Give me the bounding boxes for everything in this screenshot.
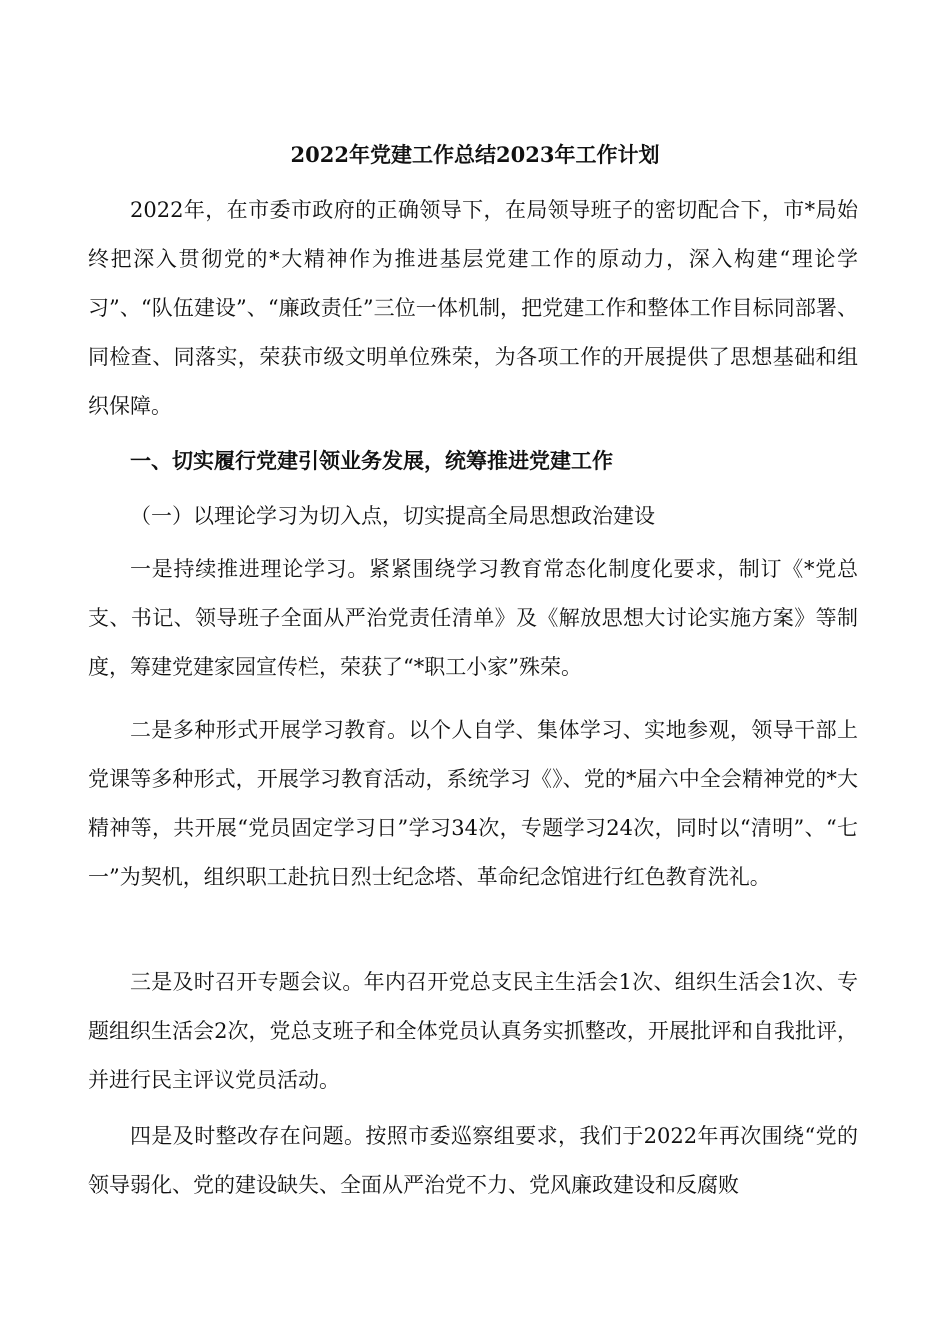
section-heading-1: 一、切实履行党建引领业务发展，统筹推进党建工作 — [130, 448, 613, 473]
intro-paragraph: 2022年，在市委市政府的正确领导下，在局领导班子的密切配合下，市*局始终把深入贯彻党的*大精神作为推进基层党建工作的原动力，深入构建“理论学习”、“队伍建设”、“廉政责任”三位一体机制，把党建工作和整体工作目标同部署、同检查、同落实，荣获市级文明单位殊荣，为各项工作的开展提供了思想基础和组织保障。 — [88, 198, 858, 418]
paragraph-item-2: 二是多种形式开展学习教育。以个人自学、集体学习、实地参观，领导干部上党课等多种形式，开展学习教育活动，系统学习《》、党的*届六中全会精神党的*大精神等，共开展“党员固定学习日”学习34次，专题学习24次，同时以“清明”、“七一”为契机，组织职工赴抗日烈士纪念塔、革命纪念馆进行红色教育洗礼。 — [88, 718, 858, 889]
subsection-heading-1: （一）以理论学习为切入点，切实提高全局思想政治建设 — [130, 504, 655, 528]
document-title: 2022年党建工作总结2023年工作计划 — [290, 142, 660, 167]
paragraph-item-3: 三是及时召开专题会议。年内召开党总支民主生活会1次、组织生活会1次、专题组织生活会2次，党总支班子和全体党员认真务实抓整改，开展批评和自我批评，并进行民主评议党员活动。 — [88, 970, 858, 1092]
paragraph-item-1: 一是持续推进理论学习。紧紧围绕学习教育常态化制度化要求，制订《*党总支、书记、领导班子全面从严治党责任清单》及《解放思想大讨论实施方案》等制度，筹建党建家园宣传栏，荣获了“*职工小家”殊荣。 — [88, 557, 858, 679]
paragraph-item-4: 四是及时整改存在问题。按照市委巡察组要求，我们于2022年再次围绕“党的领导弱化、党的建设缺失、全面从严治党不力、党风廉政建设和反腐败 — [88, 1124, 858, 1197]
